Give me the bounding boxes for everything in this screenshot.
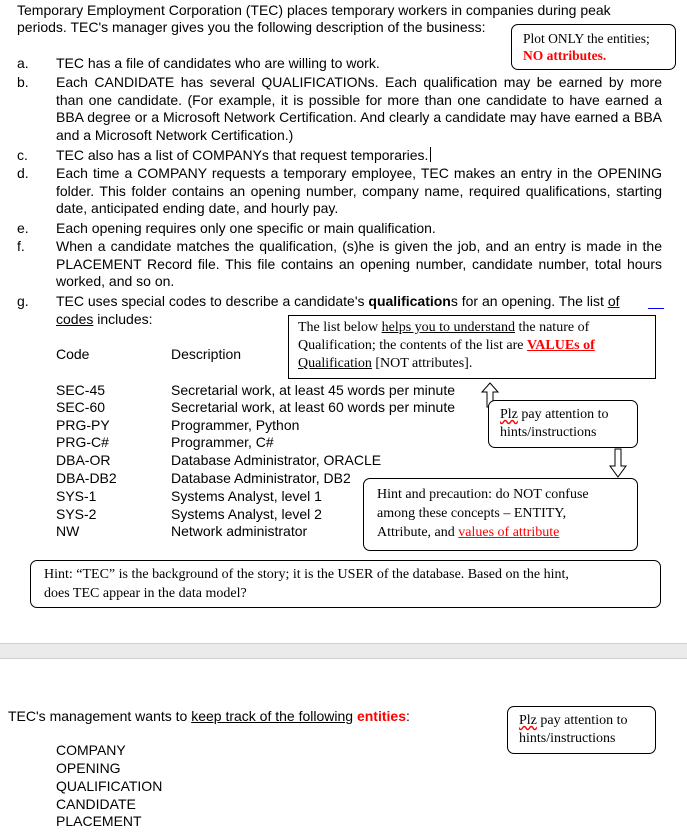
item-b-letter: b. bbox=[17, 74, 29, 90]
table-desc: Database Administrator, DB2 bbox=[171, 470, 351, 486]
table-desc: Network administrator bbox=[171, 523, 308, 539]
item-a-letter: a. bbox=[17, 55, 29, 71]
item-g-line-2: codes includes: bbox=[56, 311, 153, 327]
item-c-text: TEC also has a list of COMPANYs that request temporaries. bbox=[56, 147, 662, 165]
entity-item: PLACEMENT bbox=[56, 813, 142, 829]
down-arrow-icon bbox=[608, 448, 628, 478]
item-a-text: TEC has a file of candidates who are willing to work. bbox=[56, 55, 380, 71]
item-d-letter: d. bbox=[17, 165, 29, 181]
table-code-header: Code bbox=[56, 346, 90, 362]
table-desc: Secretarial work, at least 60 words per minute bbox=[171, 399, 456, 415]
entity-item: COMPANY bbox=[56, 742, 126, 758]
table-code: DBA-OR bbox=[56, 452, 111, 468]
table-code: PRG-C# bbox=[56, 434, 109, 450]
entity-item: QUALIFICATION bbox=[56, 778, 163, 794]
precaution-note: Hint and precaution: do NOT confuse among these concepts – ENTITY, Attribute, and values of attribute bbox=[363, 478, 638, 551]
intro-line-1: Temporary Employment Corporation (TEC) places temporary workers in companies during peak bbox=[17, 2, 611, 18]
item-b-text: Each CANDIDATE has several QUALIFICATIONs. Each qualification may be earned by more than one candidate. (For example, it is possible for more than one candidate to have earned a BBA degree or a Microsoft Network Certification. And clearly a candidate may have earned a BBA and a Microsoft Network Certification.) bbox=[56, 74, 662, 143]
management-line: TEC's management wants to keep track of the following entities: bbox=[8, 708, 410, 724]
item-c-letter: c. bbox=[17, 147, 28, 163]
plot-only-line1: Plot ONLY the entities; bbox=[523, 31, 650, 46]
table-desc: Systems Analyst, level 1 bbox=[171, 488, 322, 504]
table-desc: Secretarial work, at least 45 words per minute bbox=[171, 382, 456, 398]
table-code: SEC-60 bbox=[56, 399, 106, 415]
entity-item: CANDIDATE bbox=[56, 796, 136, 812]
table-code: NW bbox=[56, 523, 80, 539]
plot-only-line2: NO attributes. bbox=[523, 48, 607, 63]
table-code: SEC-45 bbox=[56, 382, 106, 398]
table-desc: Systems Analyst, level 2 bbox=[171, 506, 322, 522]
codes-link[interactable]: codes bbox=[56, 311, 94, 327]
separator-bottom bbox=[0, 658, 687, 659]
page-separator bbox=[0, 644, 687, 658]
table-code: SYS-1 bbox=[56, 488, 97, 504]
tec-hint-note: Hint: “TEC” is the background of the story; it is the USER of the database. Based on the hint, does TEC appear in the data model? bbox=[30, 560, 661, 608]
table-desc-header: Description bbox=[171, 346, 242, 362]
text-cursor bbox=[430, 147, 431, 162]
item-d-text: Each time a COMPANY requests a temporary employee, TEC makes an entry in the OPENING folder. This folder contains an opening number, company name, required qualifications, starting date, anticipated ending date, and hourly pay. bbox=[56, 165, 662, 216]
table-desc: Database Administrator, ORACLE bbox=[171, 452, 382, 468]
of-underline-ext bbox=[648, 308, 664, 309]
item-f-text: When a candidate matches the qualification, (s)he is given the job, and an entry is made in the PLACEMENT Record file. This file contains an opening number, candidate number, total hours worked, and so on. bbox=[56, 238, 662, 289]
intro-line-2: periods. TEC's manager gives you the following description of the business: bbox=[17, 19, 486, 35]
item-f-letter: f. bbox=[17, 238, 25, 254]
item-e-letter: e. bbox=[17, 220, 29, 236]
table-desc: Programmer, Python bbox=[171, 417, 300, 433]
hint-note-2: Plz pay attention to hints/instructions bbox=[507, 706, 656, 754]
table-desc: Programmer, C# bbox=[171, 434, 274, 450]
item-g-line-1: TEC uses special codes to describe a candidate's qualifications for an opening. The list of bbox=[56, 293, 620, 309]
values-note: The list below helps you to understand the nature of Qualification; the contents of the list are VALUEs of Qualification [NOT attributes]. bbox=[288, 315, 656, 379]
table-code: DBA-DB2 bbox=[56, 470, 117, 486]
item-g-letter: g. bbox=[17, 293, 29, 309]
hint-note-1: Plz pay attention to hints/instructions bbox=[488, 400, 638, 448]
entity-item: OPENING bbox=[56, 760, 121, 776]
table-code: PRG-PY bbox=[56, 417, 110, 433]
item-e-text: Each opening requires only one specific or main qualification. bbox=[56, 220, 436, 236]
table-code: SYS-2 bbox=[56, 506, 97, 522]
